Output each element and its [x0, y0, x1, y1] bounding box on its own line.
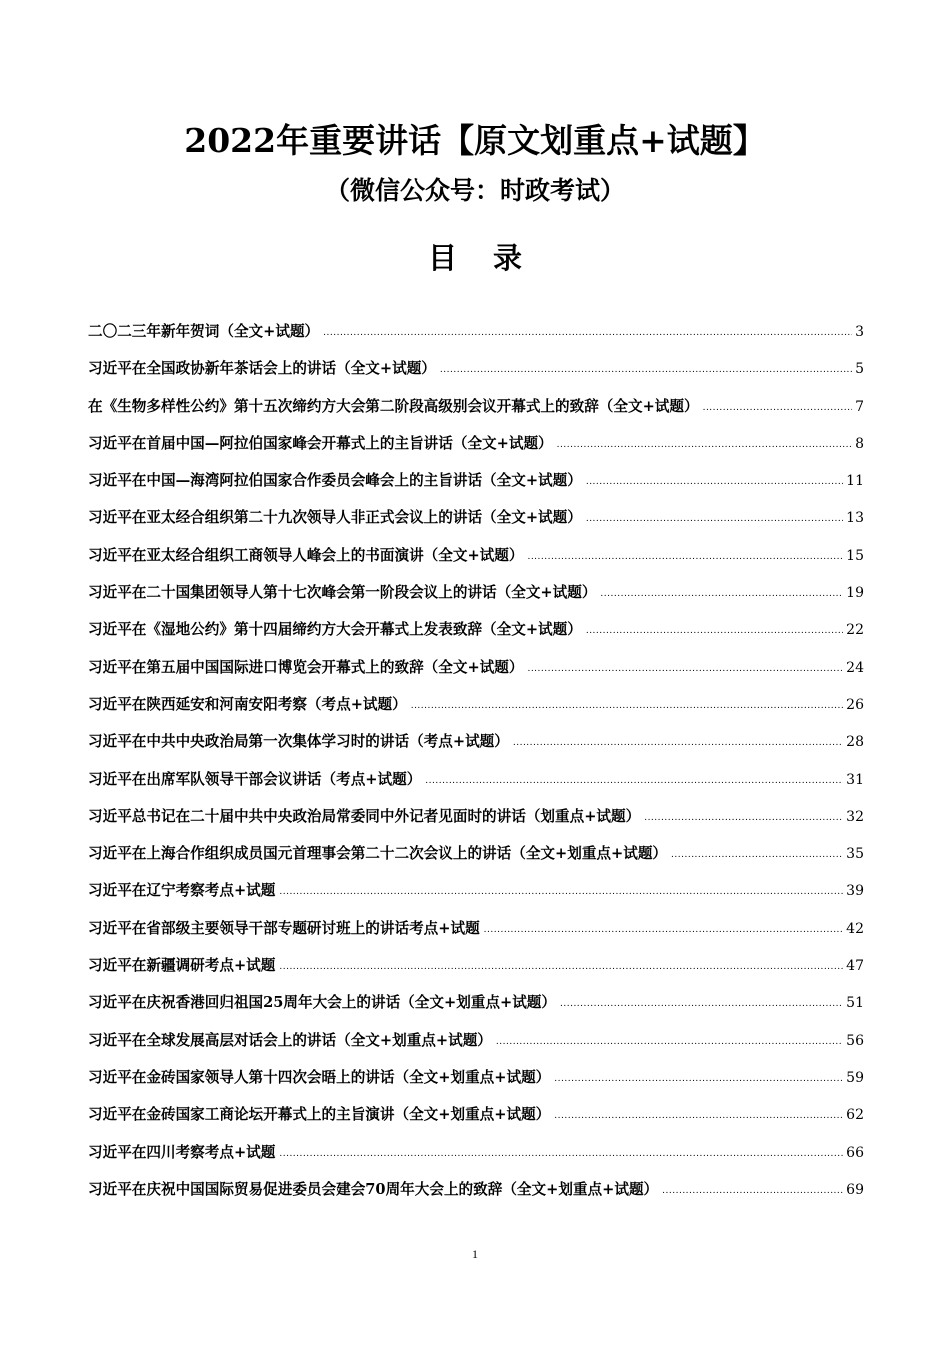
toc-dot-leader [671, 837, 843, 874]
toc-dot-leader [527, 539, 843, 576]
toc-entry[interactable] [88, 910, 864, 947]
document-title: 2022年重要讲话【原文划重点+试题】 [184, 121, 766, 160]
toc-dot-leader [600, 576, 843, 613]
toc-entry[interactable] [88, 1134, 864, 1171]
toc-entry-title: 二〇二三年新年贺词（全文+试题） [88, 323, 320, 340]
toc-dot-leader [560, 986, 843, 1023]
toc-entry-title: 习近平在庆祝香港回归祖国25周年大会上的讲话（全文+划重点+试题） [88, 994, 556, 1012]
toc-dot-leader [557, 427, 852, 464]
toc-dot-leader [440, 352, 852, 389]
toc-dot-leader [554, 1098, 843, 1135]
toc-dot-leader [496, 1024, 843, 1061]
toc-dot-leader [484, 912, 844, 949]
toc-entry-title: 习近平在金砖国家工商论坛开幕式上的主旨演讲（全文+划重点+试题） [88, 1106, 551, 1124]
toc-entry[interactable] [88, 499, 864, 536]
toc-dot-leader [279, 1136, 843, 1173]
toc-entry-page-number: 56 [846, 1032, 864, 1049]
toc-entry-page-number: 5 [855, 361, 864, 378]
toc-entry[interactable] [88, 388, 864, 425]
toc-entry-page-number: 22 [846, 622, 864, 639]
toc-entry-page-number: 31 [846, 771, 864, 788]
toc-entry-page-number: 19 [846, 585, 864, 602]
toc-entry-title: 习近平总书记在二十届中共中央政治局常委同中外记者见面时的讲话（划重点+试题） [88, 807, 641, 825]
toc-entry-page-number: 66 [846, 1144, 864, 1161]
toc-entry[interactable] [88, 686, 864, 723]
toc-entry[interactable] [88, 1096, 864, 1133]
toc-entry-page-number: 24 [846, 659, 864, 676]
toc-dot-leader [586, 464, 843, 501]
toc-entry[interactable] [88, 723, 864, 760]
toc-dot-leader [662, 1173, 843, 1210]
toc-entry-title: 习近平在《湿地公约》第十四届缔约方大会开幕式上发表致辞（全文+试题） [88, 621, 582, 639]
toc-dot-leader [586, 613, 843, 650]
toc-entry-title: 习近平在中国—海湾阿拉伯国家合作委员会峰会上的主旨讲话（全文+试题） [88, 472, 582, 490]
toc-dot-leader [279, 874, 843, 911]
toc-dot-leader [279, 949, 843, 986]
toc-dot-leader [425, 763, 843, 800]
toc-entry[interactable] [88, 649, 864, 686]
toc-entry[interactable] [88, 350, 864, 387]
toc-entry-page-number: 8 [855, 435, 864, 452]
toc-entry[interactable] [88, 574, 864, 611]
document-subtitle: （微信公众号：时政考试） [324, 176, 625, 205]
toc-dot-leader [411, 688, 843, 725]
toc-entry-title: 习近平在新疆调研考点+试题 [88, 957, 276, 975]
toc-entry-page-number: 47 [846, 958, 864, 975]
toc-entry-page-number: 62 [846, 1107, 864, 1124]
toc-dot-leader [527, 651, 843, 688]
toc-entry[interactable] [88, 1059, 864, 1096]
toc-entry[interactable] [88, 835, 864, 872]
toc-entry-title: 习近平在陕西延安和河南安阳考察（考点+试题） [88, 695, 407, 713]
toc-entry-page-number: 13 [846, 510, 864, 527]
toc-entry[interactable] [88, 537, 864, 574]
toc-dot-leader [323, 315, 852, 352]
toc-dot-leader [644, 800, 843, 837]
toc-entry-page-number: 11 [846, 473, 864, 490]
toc-entry-title: 习近平在金砖国家领导人第十四次会晤上的讲话（全文+划重点+试题） [88, 1068, 551, 1086]
toc-dot-leader [513, 725, 843, 762]
toc-entry-title: 习近平在上海合作组织成员国元首理事会第二十二次会议上的讲话（全文+划重点+试题） [88, 845, 668, 863]
toc-entry-page-number: 51 [846, 995, 864, 1012]
toc-entry-page-number: 59 [846, 1069, 864, 1086]
toc-entry[interactable] [88, 313, 864, 350]
toc-entry[interactable] [88, 425, 864, 462]
toc-entry-title: 习近平在第五届中国国际进口博览会开幕式上的致辞（全文+试题） [88, 658, 524, 676]
toc-entry-title: 习近平在亚太经合组织工商领导人峰会上的书面演讲（全文+试题） [88, 546, 524, 564]
toc-entry-title: 习近平在首届中国—阿拉伯国家峰会开幕式上的主旨讲话（全文+试题） [88, 434, 553, 452]
toc-entry[interactable] [88, 761, 864, 798]
table-of-contents [88, 313, 864, 1208]
toc-dot-leader [554, 1061, 843, 1098]
toc-entry[interactable] [88, 462, 864, 499]
toc-entry-title: 习近平在亚太经合组织第二十九次领导人非正式会议上的讲话（全文+试题） [88, 509, 582, 527]
toc-entry[interactable] [88, 1171, 864, 1208]
toc-entry-title: 习近平在中共中央政治局第一次集体学习时的讲话（考点+试题） [88, 733, 509, 751]
toc-entry-page-number: 35 [846, 846, 864, 863]
toc-entry-page-number: 15 [846, 547, 864, 564]
toc-dot-leader [586, 501, 843, 538]
toc-entry-page-number: 28 [846, 734, 864, 751]
toc-entry[interactable] [88, 947, 864, 984]
toc-entry-page-number: 39 [846, 883, 864, 900]
toc-entry-title: 习近平在省部级主要领导干部专题研讨班上的讲话考点+试题 [88, 919, 480, 937]
toc-dot-leader [703, 390, 853, 427]
toc-entry[interactable] [88, 984, 864, 1021]
toc-entry-title: 习近平在全球发展高层对话会上的讲话（全文+划重点+试题） [88, 1031, 492, 1049]
toc-entry-page-number: 26 [846, 696, 864, 713]
toc-entry[interactable] [88, 872, 864, 909]
toc-heading: 目录 [427, 241, 558, 275]
toc-entry-title: 习近平在四川考察考点+试题 [88, 1143, 276, 1161]
toc-entry-page-number: 69 [846, 1181, 864, 1198]
toc-entry-title: 习近平在二十国集团领导人第十七次峰会第一阶段会议上的讲话（全文+试题） [88, 584, 597, 602]
toc-entry[interactable] [88, 611, 864, 648]
toc-entry-title: 习近平在庆祝中国国际贸易促进委员会建会70周年大会上的致辞（全文+划重点+试题） [88, 1180, 659, 1198]
toc-entry-page-number: 42 [846, 920, 864, 937]
toc-entry[interactable] [88, 1022, 864, 1059]
page-number: 1 [472, 1247, 478, 1261]
toc-entry-title: 习近平在出席军队领导干部会议讲话（考点+试题） [88, 770, 422, 788]
toc-entry-title: 在《生物多样性公约》第十五次缔约方大会第二阶段高级别会议开幕式上的致辞（全文+试题） [88, 397, 699, 415]
toc-entry[interactable] [88, 798, 864, 835]
toc-entry-title: 习近平在辽宁考察考点+试题 [88, 882, 276, 900]
toc-entry-page-number: 7 [855, 398, 864, 415]
toc-entry-page-number: 3 [855, 324, 864, 340]
toc-entry-page-number: 32 [846, 808, 864, 825]
toc-entry-title: 习近平在全国政协新年茶话会上的讲话（全文+试题） [88, 360, 436, 378]
